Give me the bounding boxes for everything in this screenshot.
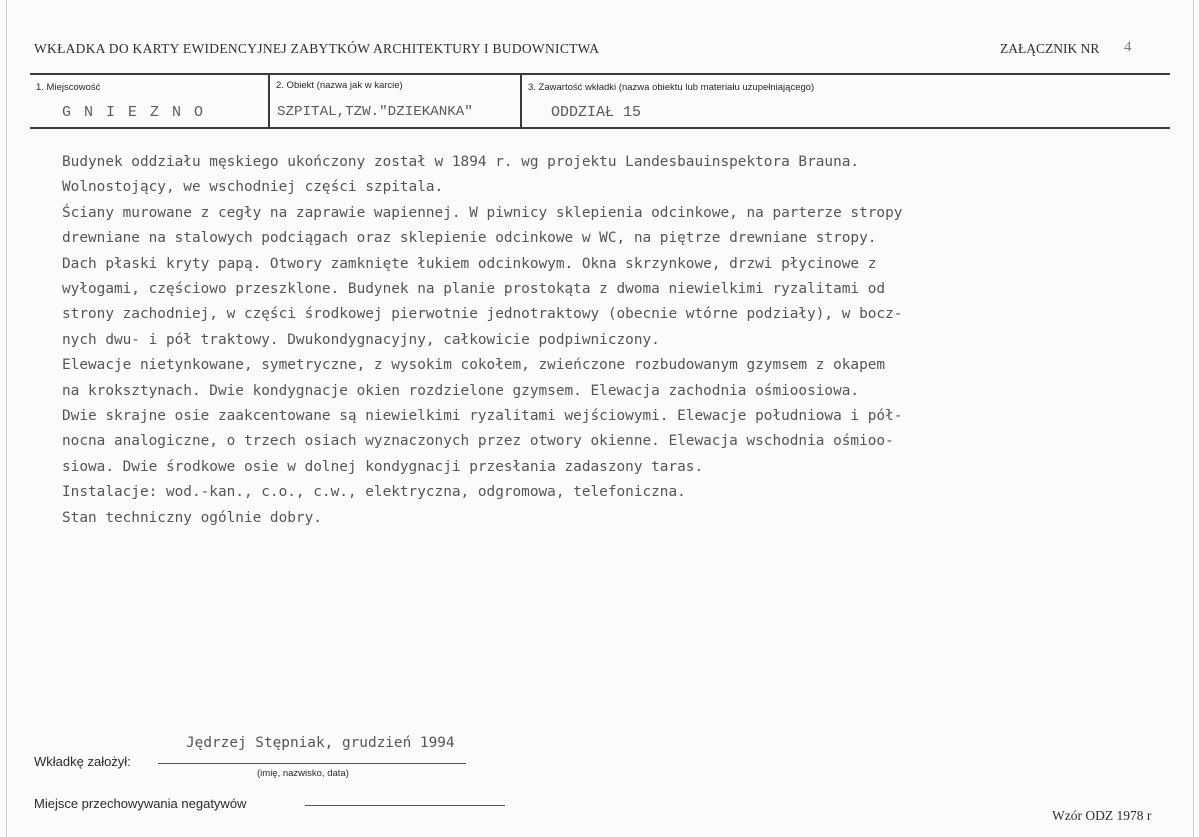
header-rule-top [30, 73, 1170, 75]
author-value: Jędrzej Stępniak, grudzień 1994 [186, 735, 455, 751]
description-line: Instalacje: wod.-kan., c.o., c.w., elektryczna, odgromowa, telefoniczna. [62, 484, 686, 501]
description-line: strony zachodniej, w części środkowej pierwotnie jednotraktowy (obecnie wtórne podziały), w bocz- [62, 306, 903, 323]
header-rule-bottom [30, 127, 1170, 129]
description-line: Wolnostojący, we wschodniej części szpitala. [62, 179, 444, 196]
content-label: 3. Zawartość wkładki (nazwa obiektu lub materiału uzupełniającego) [528, 82, 815, 93]
content-value: ODDZIAŁ 15 [551, 104, 642, 121]
description-line: Stan techniczny ogólnie dobry. [62, 509, 322, 526]
object-label: 2. Obiekt (nazwa jak w karcie) [276, 80, 403, 91]
description-text [62, 150, 1062, 531]
description-line: wyłogami, częściowo przeszklone. Budynek na planie prostokąta z dwoma niewielkimi ryzalitami od [62, 281, 886, 298]
field-divider-1 [268, 73, 270, 128]
negatives-label: Miejsce przechowywania negatywów [34, 796, 247, 811]
description-line: siowa. Dwie środkowe osie w dolnej kondygnacji przesłania zadaszony taras. [62, 458, 704, 475]
description-line: Ściany murowane z cegły na zaprawie wapiennej. W piwnicy sklepienia odcinkowe, na parterze stropy [62, 204, 903, 221]
description-line: Budynek oddziału męskiego ukończony został w 1894 r. wg projektu Landesbauinspektora Brauna. [62, 154, 860, 170]
description-line: Dwie skrajne osie zaakcentowane są niewielkimi ryzalitami wejściowymi. Elewacje południowa i pół- [62, 408, 903, 425]
author-line [158, 763, 466, 764]
author-label: Wkładkę założył: [34, 754, 131, 769]
description-line: drewniane na stalowych podciągach oraz sklepienie odcinkowe w WC, na piętrze drewniane stropy. [62, 230, 877, 247]
locality-value: G N I E Z N O [62, 104, 206, 121]
author-hint: (imię, nazwisko, data) [257, 768, 349, 779]
object-value: SZPITAL,TZW."DZIEKANKA" [277, 104, 473, 120]
description-line: Elewacje nietynkowane, symetryczne, z wysokim cokołem, zwieńczone rozbudowanym gzymsem z okapem [62, 357, 886, 374]
negatives-line [305, 805, 505, 806]
description-line: na kroksztynach. Dwie kondygnacje okien rozdzielone gzymsem. Elewacja zachodnia ośmioosiowa. [62, 382, 860, 399]
form-title: WKŁADKA DO KARTY EWIDENCYJNEJ ZABYTKÓW ARCHITEKTURY I BUDOWNICTWA [34, 41, 600, 56]
attachment-number: 4 [1124, 39, 1132, 55]
locality-label: 1. Miejscowość [36, 82, 101, 93]
description-line: nych dwu- i pół traktowy. Dwukondygnacyjny, całkowicie podpiwniczony. [62, 331, 660, 348]
attachment-label: ZAŁĄCZNIK NR [1000, 41, 1100, 56]
field-divider-2 [520, 73, 522, 128]
description-line: Dach płaski kryty papą. Otwory zamknięte łukiem odcinkowym. Okna skrzynkowe, drzwi płycinowe z [62, 255, 877, 272]
description-line: nocna analogiczne, o trzech osiach wyznaczonych przez otwory okienne. Elewacja wschodnia ośmioo- [62, 433, 894, 450]
form-code: Wzór ODZ 1978 r [1052, 808, 1152, 823]
